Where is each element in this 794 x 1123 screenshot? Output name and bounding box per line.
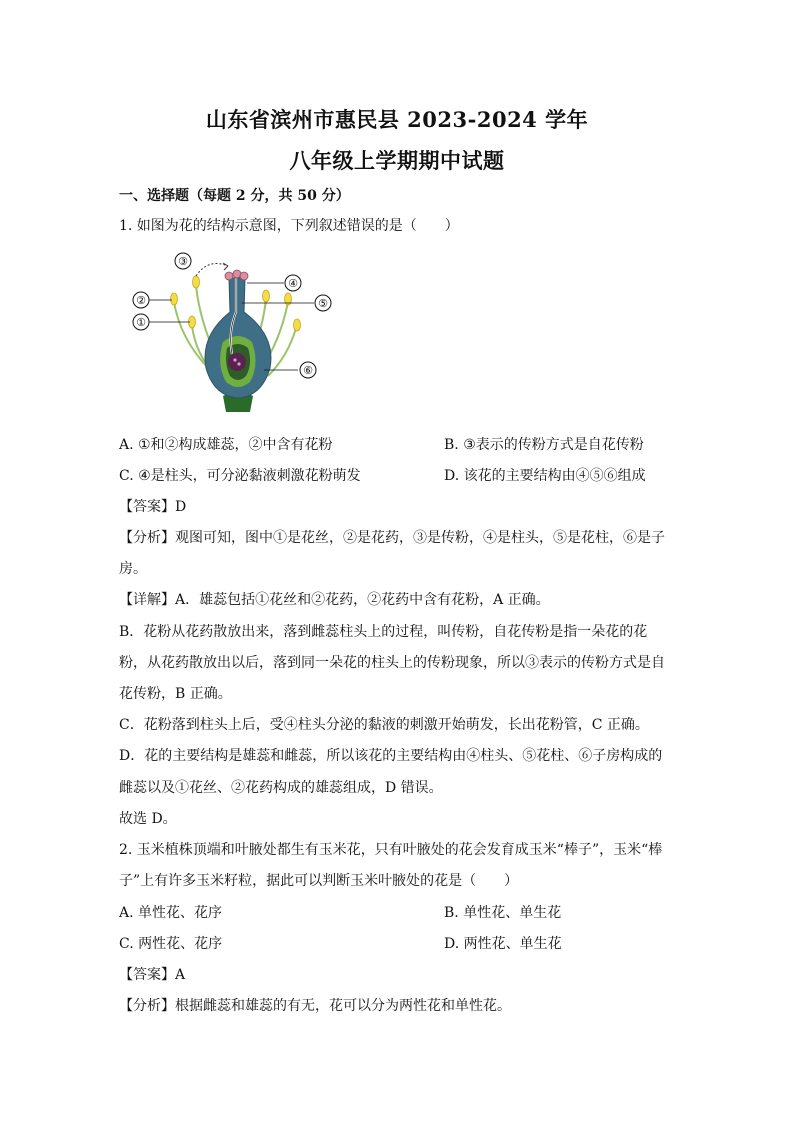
q1-detail-line-1: 【详解】A．雄蕊包括①花丝和②花药，②花药中含有花粉，A 正确。	[119, 592, 550, 608]
svg-text:④: ④	[288, 277, 298, 290]
q2-answer: 【答案】A	[119, 967, 186, 983]
pollination-arrow	[196, 264, 228, 276]
svg-text:⑤: ⑤	[318, 297, 328, 310]
section-heading: 一、选择题（每题 2 分，共 50 分）	[119, 188, 350, 204]
q2-option-c: C. 两性花、花序	[119, 936, 223, 952]
svg-text:⑥: ⑥	[303, 364, 313, 377]
q1-analysis-line-1: 【分析】观图可知，图中①是花丝，②是花药，③是传粉，④是柱头，⑤是花柱，⑥是子	[119, 530, 665, 546]
question-2-stem-line-1: 2. 玉米植株顶端和叶腋处都生有玉米花，只有叶腋处的花会发育成玉米“棒子”，玉米“棒	[119, 842, 663, 858]
q1-option-b: B. ③表示的传粉方式是自花传粉	[444, 437, 644, 453]
label-2	[133, 292, 149, 308]
page-title-line-2: 八年级上学期期中试题	[289, 148, 505, 173]
q1-detail-line-4: 花传粉，B 正确。	[119, 686, 232, 702]
q1-conclusion: 故选 D。	[119, 811, 177, 827]
label-6	[300, 362, 316, 378]
label-3	[175, 253, 191, 269]
q1-detail-line-5: C．花粉落到柱头上后，受④柱头分泌的黏液的刺激开始萌发，长出花粉管，C 正确。	[119, 717, 649, 733]
question-2-stem-line-2: 子”上有许多玉米籽粒，据此可以判断玉米叶腋处的花是（ ）	[119, 873, 519, 889]
svg-text:①: ①	[136, 316, 146, 329]
svg-text:②: ②	[136, 294, 146, 307]
q1-detail-line-6: D．花的主要结构是雄蕊和雌蕊，所以该花的主要结构由④柱头、⑤花柱、⑥子房构成的	[119, 748, 663, 764]
label-5	[315, 295, 331, 311]
label-1	[133, 314, 149, 330]
q2-option-b: B. 单性花、单生花	[444, 905, 562, 921]
q1-option-a: A. ①和②构成雄蕊，②中含有花粉	[119, 437, 333, 453]
q1-option-d: D. 该花的主要结构由④⑤⑥组成	[444, 468, 646, 484]
q2-analysis: 【分析】根据雌蕊和雄蕊的有无，花可以分为两性花和单性花。	[119, 998, 511, 1014]
flower-structure-figure	[128, 246, 334, 418]
ovule-shape	[228, 353, 246, 371]
q2-option-a: A. 单性花、花序	[119, 905, 223, 921]
q2-option-d: D. 两性花、单生花	[444, 936, 562, 952]
q1-detail-line-3: 粉，从花药散放出以后，落到同一朵花的柱头上的传粉现象，所以③表示的传粉方式是自	[119, 655, 665, 671]
page-title-line-1: 山东省滨州市惠民县 2023-2024 学年	[205, 107, 589, 132]
question-1-stem: 1. 如图为花的结构示意图，下列叙述错误的是（ ）	[119, 218, 459, 234]
svg-text:③: ③	[178, 255, 188, 268]
q1-option-c: C. ④是柱头，可分泌黏液刺激花粉萌发	[119, 468, 361, 484]
q1-analysis-line-2: 房。	[119, 561, 147, 577]
q1-answer: 【答案】D	[119, 499, 187, 515]
q1-detail-line-7: 雌蕊以及①花丝、②花药构成的雄蕊组成，D 错误。	[119, 780, 443, 796]
q1-detail-line-2: B．花粉从花药散放出来，落到雌蕊柱头上的过程，叫传粉，自花传粉是指一朵花的花	[119, 624, 648, 640]
label-4	[285, 275, 301, 291]
